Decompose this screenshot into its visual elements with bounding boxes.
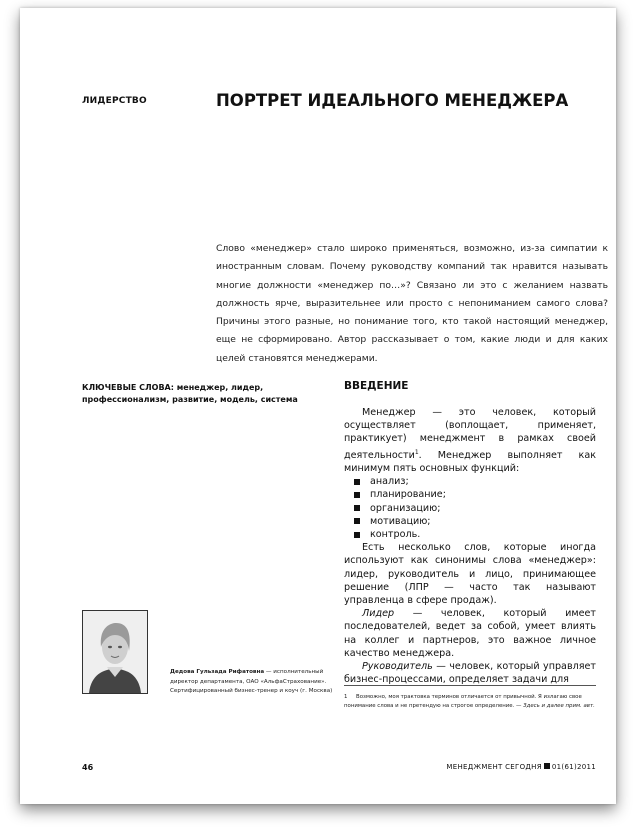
body-text: . Менеджер выполняет как минимум пять основных функций:: [344, 449, 596, 474]
author-name: Дедова Гульзада Рифатовна: [170, 669, 265, 675]
list-item: контроль.: [354, 528, 596, 541]
author-photo: [82, 610, 148, 694]
body-column: [344, 406, 596, 686]
abstract: Слово «менеджер» стало широко применяться, возможно, из-за симпатии к иностранным словам. Почему руководству компаний так нравится называть многие должности «менеджер по…»? Связано ли это с желанием назвать должность ярче, выразительнее или просто с непониманием самого слова? Причины этого разные, но понимание того, кто такой настоящий менеджер, еще не сформировано. Автор рассказывает о том, какие люди и для каких целей становятся менеджерами.: [216, 243, 608, 364]
journal-page: [20, 8, 616, 804]
author-bio: — исполнительный директор департамента, ОАО «АльфаСтрахование». Сертифицированный бизнес-тренер и коуч (г. Москва): [170, 669, 333, 695]
body-paragraph-1: [344, 406, 596, 475]
footnote-text: Возможно, моя трактовка терминов отличается от привычной. Я излагаю свое понимание слова и не претендую на строгое определение. —: [344, 694, 582, 709]
list-item: организацию;: [354, 502, 596, 515]
journal-issue: 01(61)2011: [551, 763, 596, 771]
body-paragraph-4: [344, 660, 596, 686]
body-text: Менеджер — это человек, который осуществляет (воплощает, применяет, практикует) менеджмент в рамках своей деятельности: [344, 407, 596, 461]
journal-name: МЕНЕДЖМЕНТ СЕГОДНЯ: [446, 763, 542, 771]
keywords-text: менеджер, лидер, профессионализм, развитие, модель, система: [82, 383, 298, 404]
section-label: ЛИДЕРСТВО: [82, 96, 147, 106]
footnote-ref: 1: [414, 448, 419, 456]
list-item: планирование;: [354, 488, 596, 501]
term-manager: Руководитель: [362, 661, 433, 673]
author-info: [170, 668, 336, 697]
author-portrait-icon: [83, 611, 147, 693]
journal-footer: [416, 763, 596, 771]
functions-list: [344, 475, 596, 541]
list-item: мотивацию;: [354, 515, 596, 528]
footnote: [344, 693, 596, 711]
body-text: — человек, который имеет последователей, ведет за собой, умеет влиять на коллег и партнеров, это важное личное качество менеджера.: [344, 608, 596, 659]
term-leader: Лидер: [362, 608, 395, 620]
body-paragraph-2: Есть несколько слов, которые иногда используют как синонимы слова «менеджер»: лидер, руководитель и лицо, принимающее решение (ЛПР — часто так называют управленца в сфере продаж).: [344, 542, 596, 607]
intro-heading: ВВЕДЕНИЕ: [344, 380, 409, 392]
page-number: 46: [82, 763, 94, 772]
footnote-divider: [344, 685, 596, 686]
body-text: — человек, который управляет бизнес-процессами, определяет задачи для: [344, 661, 596, 686]
keywords: [82, 382, 332, 405]
footnote-note: Здесь и далее прим. авт.: [523, 703, 595, 709]
body-paragraph-3: [344, 607, 596, 660]
article-title: ПОРТРЕТ ИДЕАЛЬНОГО МЕНЕДЖЕРА: [216, 91, 569, 110]
keywords-label: КЛЮЧЕВЫЕ СЛОВА:: [82, 383, 174, 392]
footnote-mark: 1: [344, 694, 348, 700]
square-icon: [544, 763, 550, 769]
list-item: анализ;: [354, 475, 596, 488]
